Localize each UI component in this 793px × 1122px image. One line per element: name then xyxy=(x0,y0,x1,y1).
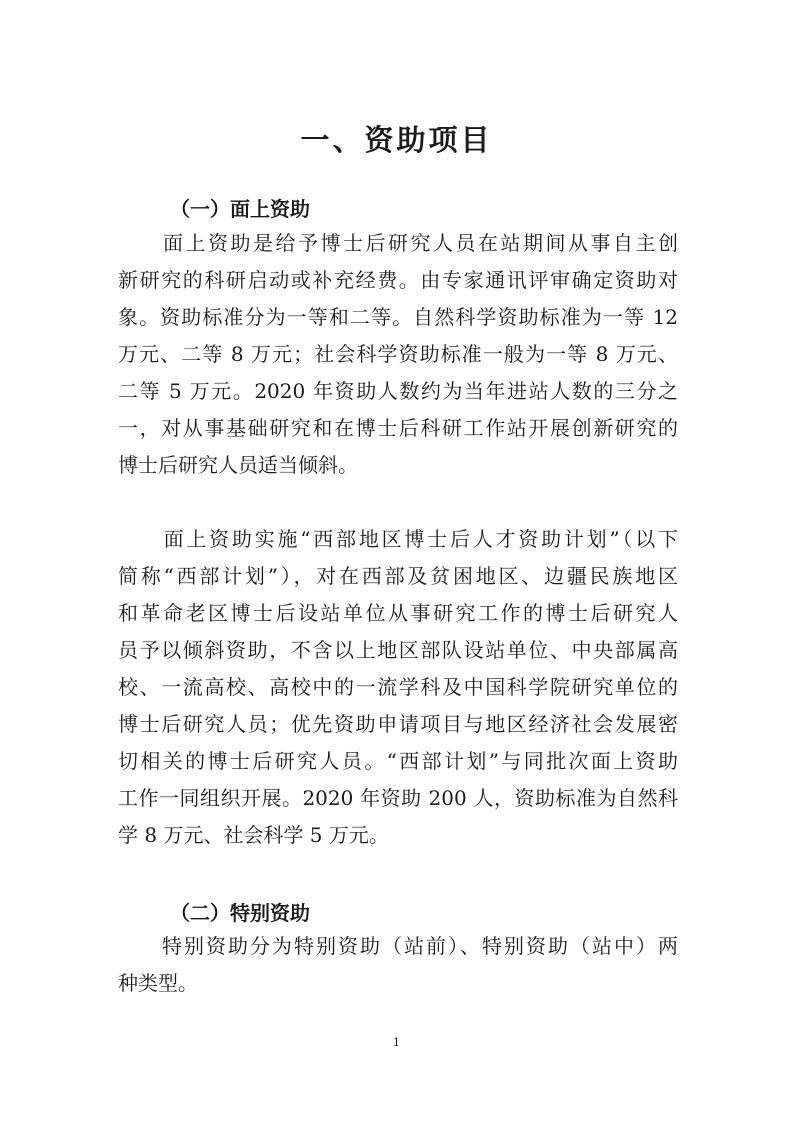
paragraph-line: 万元、二等 8 万元；社会科学资助标准一般为一等 8 万元、 xyxy=(118,342,678,366)
section-heading-special-funding: （二）特别资助 xyxy=(170,901,310,925)
section-heading-general-funding: （一）面上资助 xyxy=(170,197,310,221)
paragraph-line: 二等 5 万元。2020 年资助人数约为当年进站人数的三分之 xyxy=(118,379,678,403)
paragraph-line: 种类型。 xyxy=(118,971,198,995)
paragraph-general-funding-intro xyxy=(118,225,678,484)
paragraph-special-funding-intro xyxy=(118,928,678,1002)
paragraph-line: 特别资助分为特别资助（站前）、特别资助（站中）两 xyxy=(118,934,678,958)
paragraph-line: 象。资助标准分为一等和二等。自然科学资助标准为一等 12 xyxy=(118,305,678,329)
paragraph-line: 和革命老区博士后设站单位从事研究工作的博士后研究人 xyxy=(118,601,678,625)
page-number: 1 xyxy=(393,1036,400,1049)
paragraph-line: 博士后研究人员适当倾斜。 xyxy=(118,453,358,477)
paragraph-line: 面上资助是给予博士后研究人员在站期间从事自主创 xyxy=(118,231,678,255)
paragraph-western-plan xyxy=(118,521,678,854)
paragraph-line: 切相关的博士后研究人员。“西部计划”与同批次面上资助 xyxy=(118,749,678,773)
document-title: 一、资助项目 xyxy=(300,123,493,157)
paragraph-line: 校、一流高校、高校中的一流学科及中国科学院研究单位的 xyxy=(118,675,678,699)
paragraph-line: 博士后研究人员；优先资助申请项目与地区经济社会发展密 xyxy=(118,712,678,736)
paragraph-line: 新研究的科研启动或补充经费。由专家通讯评审确定资助对 xyxy=(118,268,678,292)
paragraph-line: 工作一同组织开展。2020 年资助 200 人，资助标准为自然科 xyxy=(118,786,678,810)
paragraph-line: 员予以倾斜资助，不含以上地区部队设站单位、中央部属高 xyxy=(118,638,678,662)
paragraph-line: 学 8 万元、社会科学 5 万元。 xyxy=(118,823,389,847)
paragraph-line: 一，对从事基础研究和在博士后科研工作站开展创新研究的 xyxy=(118,416,678,440)
paragraph-line: 面上资助实施“西部地区博士后人才资助计划”（以下 xyxy=(118,527,678,551)
paragraph-line: 简称“西部计划”），对在西部及贫困地区、边疆民族地区 xyxy=(118,564,678,588)
